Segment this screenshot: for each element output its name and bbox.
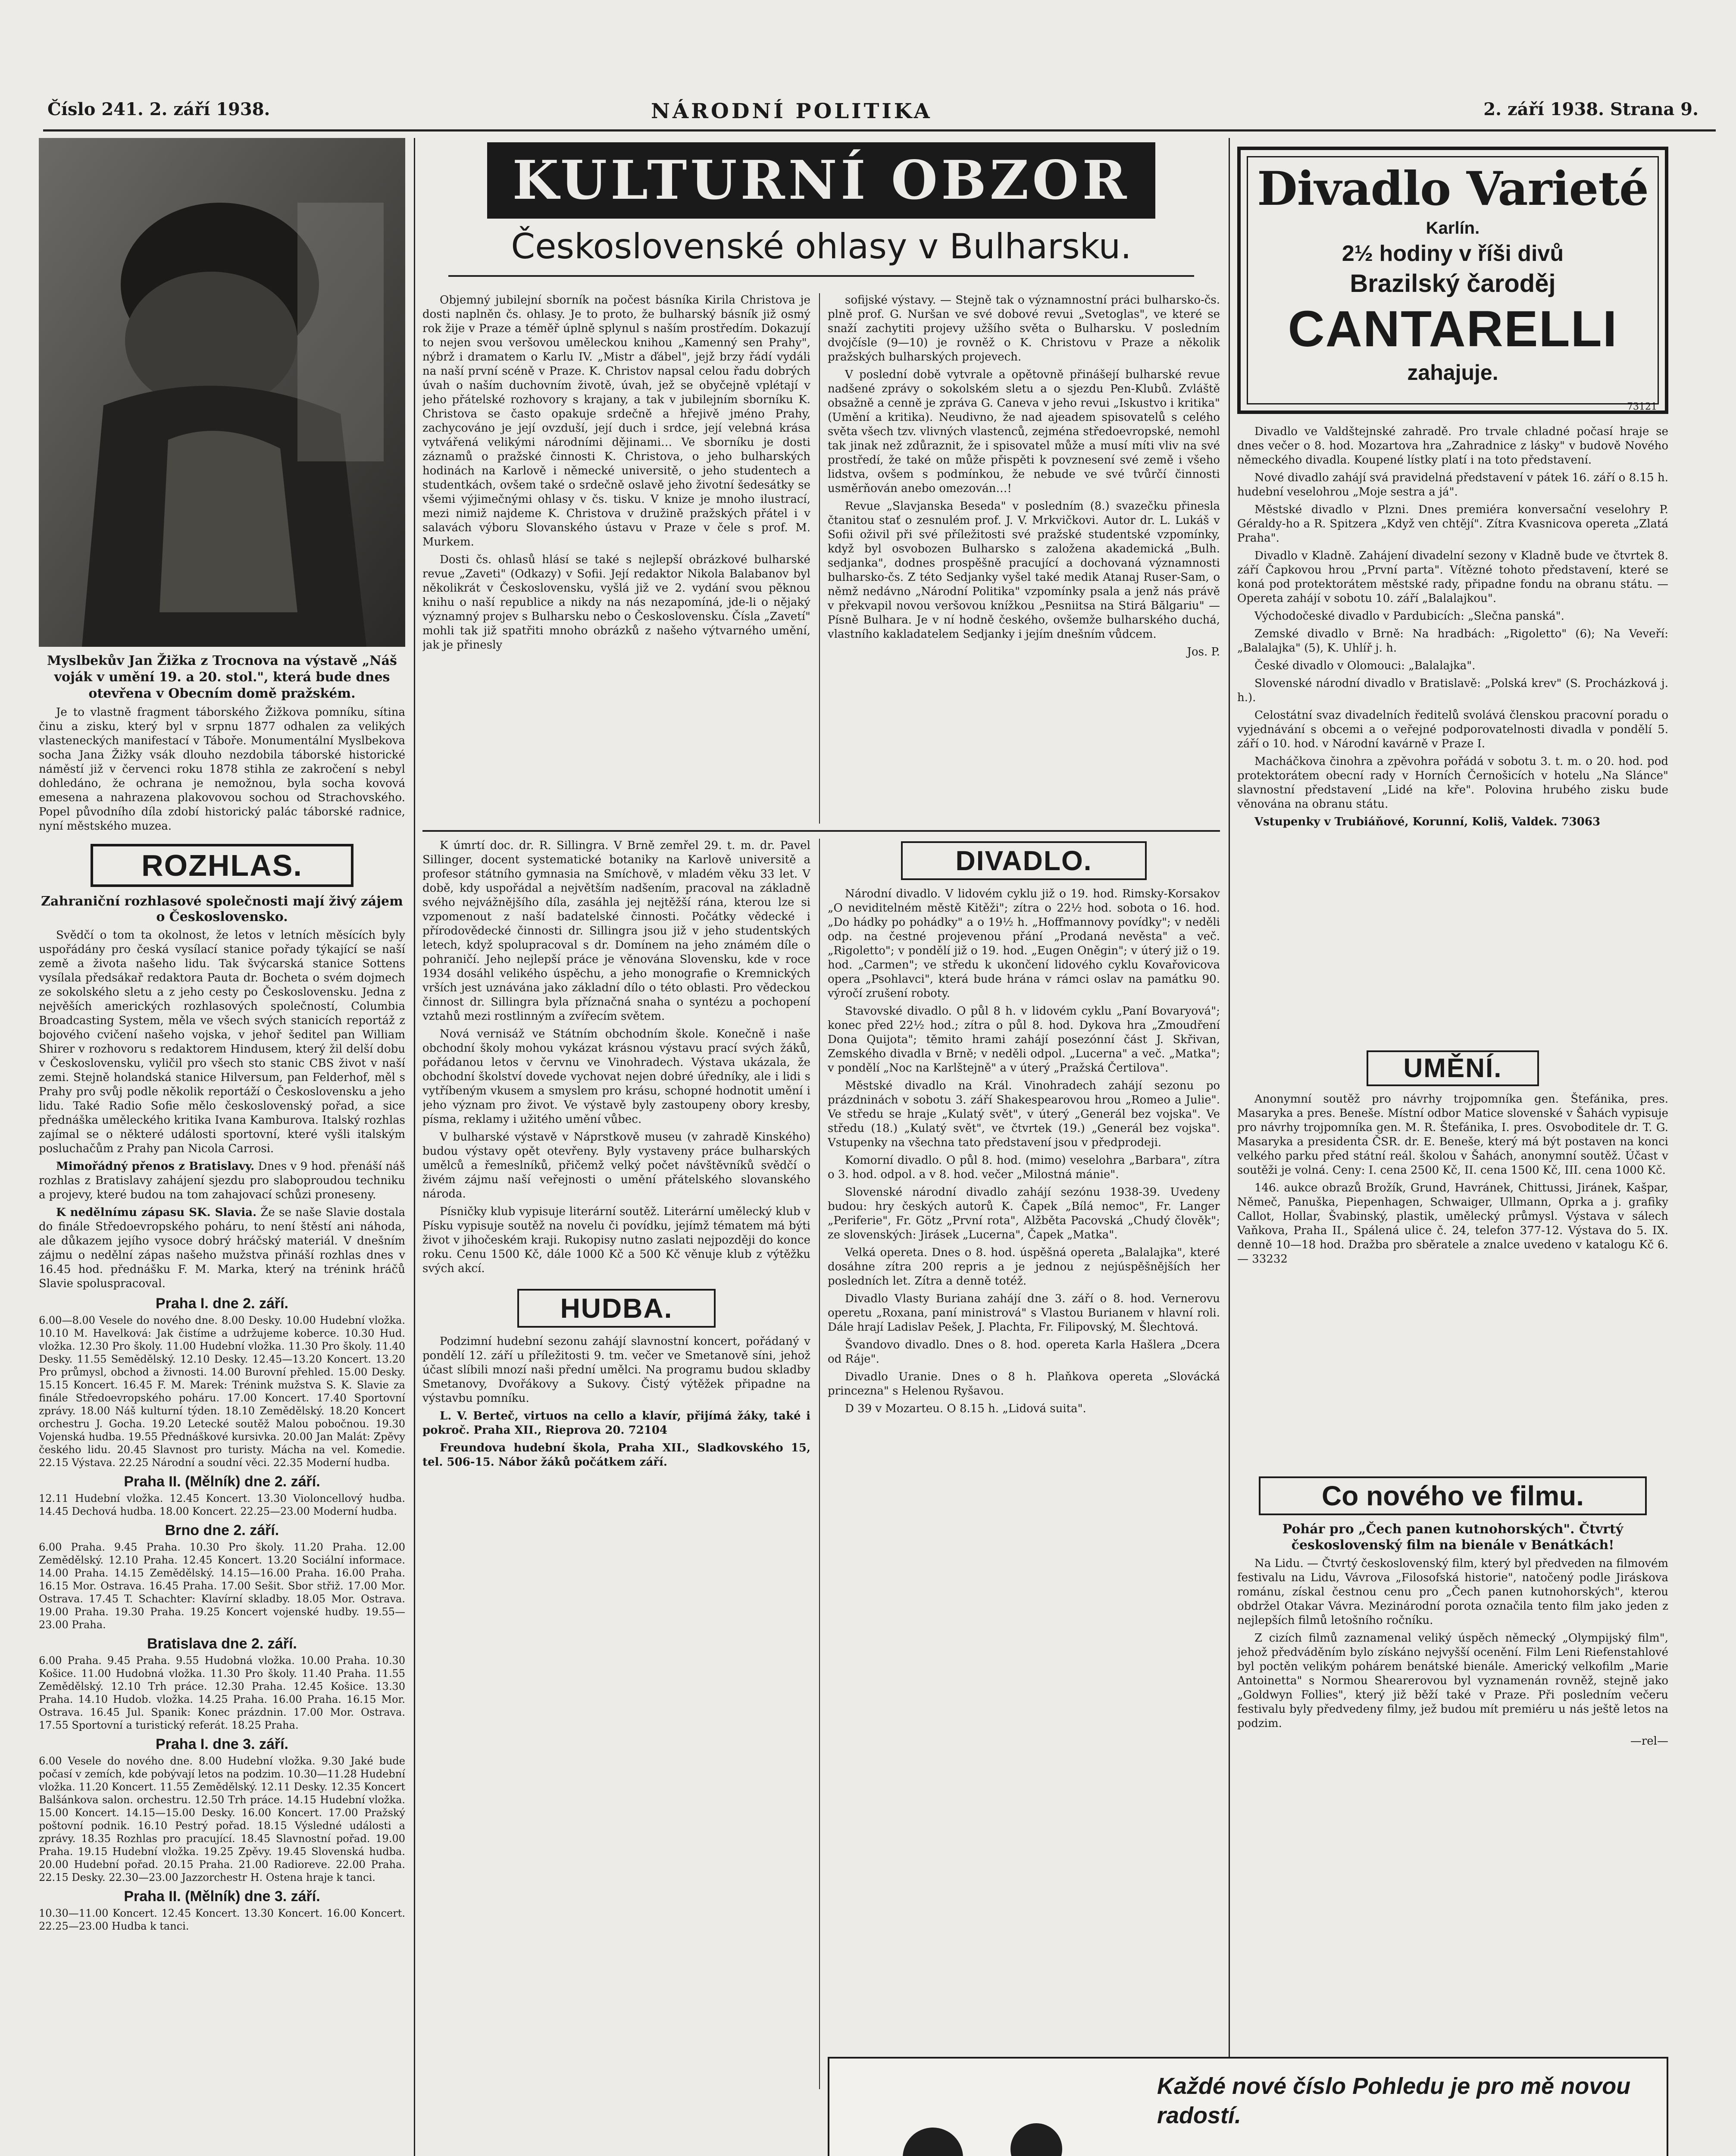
rozhlas-paragraph-1: Svědčí o tom ta okolnost, že letos v letních měsících byly uspořádány pro česká vysílací stanice pořady týkající se naší země a života našeho lidu. Tak švýcarská stanice Sottens vysílala předsákař redaktora Pauta dr. Bocheta o svém dojmech ze sokolského sletu a z jeho cesty po Československu. Jedna z nejvěších amerických rozhlasových společností, Columbia Broadcasting System, měla ve všech svých stanicích reportáž z bojového cvičení našeho vojska, v jehoř šeditel pan William Shirer v rozhovoru s redaktorem Hindusem, který žil delší dobu v Československu, vyličil pro všech sto stanic CBS život v naší zemi. Stejně holandská stanice Hilversum, pan Felderhof, měl s Prahy pro svůj podle několik reportáží o Československu a jeho lidu. Také Radio Sofie mělo československý pořad, a sice přednáška uměleckého kritika Ivana Kamburova. Italský rozhlas zajímal se o některé události sportovní, které vyšli italským posluchačům z Prahy pan Nicola Carrosi. bbox=[39, 929, 405, 1155]
divadlo-item: Slovenské národní divadlo zahájí sezónu 1938-39. Uvedeny budou: hry českých autorů K. Čapek „Bílá nemoc", Fr. Langer „Periferie", Fr. Götz „První rota", Alžběta Pacovská „Chudý člověk"; ze slovenských: Jirásek „Lucerna", Čapek „Matka". bbox=[828, 1186, 1220, 1241]
kulturni-paragraph: Dosti čs. ohlasů hlásí se také s nejlepší obrázkové bulharské revue „Zaveti" (Odkazy) v Sofii. Její redaktor Nikola Balabanov byl několikrát v Československu, vyšlá již ve 2. vydání svou pěknou knihu o naší republice a nikdy na nás nezapomíná, jde-li o nějaký významný projev s Bulharsku nebo o Československu. Čísla „Zavetí" mohli tak již spatřiti mnoho obrázků z našeho výtvarného umění, jak je přinesly bbox=[422, 553, 810, 652]
film-section bbox=[1237, 1475, 1668, 2078]
radio-day-heading: Praha II. (Mělník) dne 2. září. bbox=[124, 1473, 320, 1490]
radio-day-schedule: 10.30—11.00 Koncert. 12.45 Koncert. 13.30 Koncert. 16.00 Koncert. 22.25—23.00 Hudba k tanci. bbox=[39, 1907, 405, 1932]
umeni-section bbox=[1237, 1048, 1668, 1470]
film-title-box bbox=[1259, 1476, 1647, 1515]
variete-inner-frame bbox=[1247, 156, 1659, 404]
kulturni-obzor-subtitle: Československé ohlasy v Bulharsku. bbox=[511, 226, 1132, 266]
variete-performer: CANTARELLI bbox=[1288, 301, 1618, 357]
radio-day-heading: Bratislava dne 2. září. bbox=[147, 1636, 297, 1652]
divadlo-item: Komorní divadlo. O půl 8. hod. (mimo) veselohra „Barbara", zítra o 3. hod. odpol. a v 8. hod. večer „Milostná mánie". bbox=[828, 1154, 1220, 1181]
photo-caption-title: Myslbekův Jan Žižka z Trocnova na výstavě „Náš voják v umění 19. a 20. stol.", která bude dnes otevřena v Obecním domě pražském. bbox=[47, 653, 397, 701]
divadlo-column bbox=[828, 839, 1220, 2089]
umeni-title-box bbox=[1367, 1050, 1539, 1086]
variete-ad-code: 73121 bbox=[1627, 401, 1657, 412]
pohled-headline: Každé nové číslo Pohledu je pro mě novou radostí. bbox=[1157, 2073, 1631, 2128]
page-header bbox=[47, 99, 1707, 129]
theatre-news-item: Celostátní svaz divadelních ředitelů svolává členskou pracovní poradu o vyjednávání s obcemi a o veřejné podporovatelnosti divadla v pondělí 5. září o 10. hod. v Národní kavárně v Praze I. bbox=[1237, 709, 1668, 750]
kulturni-obzor-masthead bbox=[422, 142, 1220, 285]
column-divider bbox=[414, 138, 415, 2156]
rozhlas-title: ROZHLAS. bbox=[141, 849, 303, 882]
hudba-paragraph: Podzimní hudební sezonu zahájí slavnostní koncert, pořádaný v pondělí 12. září u příležitosti 9. tm. večer ve Smetanově síni, jehož účast slíbili mnozí naši přední umělci. Na programu budou skladby Smetanovy, Dvořákovy a Sukovy. Čistý výtěžek připadne na výstavbu pomníku. bbox=[422, 1335, 810, 1405]
column-divider bbox=[1229, 138, 1230, 2122]
page-date-number: 2. září 1938. Strana 9. bbox=[1483, 99, 1698, 119]
hudba-title-box bbox=[517, 1289, 716, 1328]
rozhlas-headline-3: K nedělnímu zápasu SK. Slavia. bbox=[56, 1206, 257, 1219]
rozhlas-headline-2: Mimořádný přenos z Bratislavy. bbox=[56, 1160, 255, 1173]
column-divider bbox=[819, 839, 820, 2089]
radio-program bbox=[39, 1295, 405, 1933]
umeni-title: UMĚNÍ. bbox=[1403, 1053, 1502, 1083]
kulturni-paragraph: V poslední době vytvrale a opětovně přinášejí bulharské revue nadšené zprávy o sokolském sletu a o sjezdu Pen-Klubů. Zvláště obsažně a cenně je zpráva G. Caneva v jeho revui „Iskustvo i kritika" (Umění a kritika). Neudivno, že nad ajeadem spisovatelů s celého světa všech tzv. vlivných vlastenců, zejména středoevropské, nemohl tak jinak než zdůraznit, že i spisovatel může a musí míti vliv na své prostředí, že také on může přispěti k povznesení své země i všeho lidstva, ovšem s podmínkou, že nebude ve své tvůrčí činnosti usměrňován anebo omezován…! bbox=[828, 368, 1220, 495]
variete-advert bbox=[1237, 147, 1668, 414]
divadlo-item: Národní divadlo. V lidovém cyklu již o 19. hod. Rimsky-Korsakov „O neviditelném městě Kitěži"; zítra o 22½ hod. sobota o 16. hod. „Do hádky po pohádky" a o 19½ h. „Hoffmannovy povídky"; v neděli odp. na čestné projevenou přání „Prodaná nevěsta" a več. „Rigoletto"; v pondělí již o 19. hod. „Eugen Oněgin"; v úterý již o 19. hod. „Carmen"; ve středu k ukončení lidového cyklu Kovařovicova opera „Psohlavci", která bude hrána v rámci oslav na památku 90. výročí zrušení roboty. bbox=[828, 887, 1220, 1000]
theatre-news-item: Nové divadlo zahájí svá pravidelná představení v pátek 16. září o 8.15 h. hudební veselohrou „Moje sestra a já". bbox=[1237, 471, 1668, 498]
newspaper-name: NÁRODNÍ POLITIKA bbox=[651, 99, 932, 123]
kulturni-obzor-title: KULTURNÍ OBZOR bbox=[512, 149, 1130, 212]
radio-day-schedule: 6.00 Praha. 9.45 Praha. 10.30 Pro školy. 11.20 Praha. 12.00 Zemědělský. 12.10 Praha. 12.45 Koncert. 13.20 Sociální informace. 14.00 Praha. 14.15 Zemědělský. 14.15—16.00 Praha. 16.00 Praha. 16.15 Mor. Ostrava. 16.45 Praha. 17.00 Sešit. Sbor střiž. 17.00 Mor. Ostrava. 17.45 T. Schachter: Klavírní skladby. 18.05 Mor. Ostrava. 19.00 Praha. 19.30 Praha. 19.25 Koncert vojenské hudby. 19.55—23.00 Praha. bbox=[39, 1541, 405, 1631]
pohled-advert bbox=[828, 2057, 1668, 2156]
umeni-item: Anonymní soutěž pro návrhy trojpomníka gen. Štefánika, pres. Masaryka a pres. Beneše. Místní odbor Matice slovenské v Šahách vypisuje pro návrhy trojpomníka gen. M. R. Štefánika, I. pres. Osvoboditele dr. T. G. Masaryka a presidenta ČSR. dr. E. Beneše, který má být postaven na konci velkého parku před státní reál. školou v Šahách, anonymní soutěž. Účast v soutěži je volná. Ceny: I. cena 2500 Kč, II. cena 1500 Kč, III. cena 1000 Kč. bbox=[1237, 1093, 1668, 1177]
radio-day-schedule: 6.00 Vesele do nového dne. 8.00 Hudební vložka. 9.30 Jaké bude počasí v zemích, kde pobývají letos na podzim. 10.30—11.28 Hudební vložka. 11.20 Koncert. 11.55 Zemědělský. 12.11 Desky. 12.35 Koncert Balšánkova salon. orchestru. 12.50 Trh práce. 14.15 Hudební vložka. 15.00 Koncert. 14.15—15.00 Desky. 16.00 Koncert. 17.00 Pražský poštovní podnik. 16.10 Pestrý pořad. 18.15 Výsledné události a zprávy. 18.35 Rozhlas pro pracující. 18.45 Slavnostní pořad. 19.00 Praha. 19.15 Hudební vložka. 19.25 Zpěvy. 19.45 Slovenská hudba. 20.00 Hudební pořad. 20.15 Praha. 21.00 Radioreve. 22.00 Praha. 22.15 Desky. 22.30—23.00 Jazzorchestr H. Ostena hraje k tanci. bbox=[39, 1755, 405, 1883]
theatre-news-item: Divadlo v Kladně. Zahájení divadelní sezony v Kladně bude ve čtvrtek 8. září Čapkovou hrou „První parta". Vítězné tohoto představení, které se koná pod protektorátem městské rady, připadne fondu na obranu státu. — Opereta zahájí v sobotu 10. září „Balalajkou". bbox=[1237, 549, 1668, 605]
variete-line-2: Brazilský čaroděj bbox=[1350, 270, 1556, 298]
radio-day-heading: Praha II. (Mělník) dne 3. září. bbox=[124, 1888, 320, 1905]
variete-place: Karlín. bbox=[1426, 219, 1480, 238]
theatre-news-item: Východočeské divadlo v Pardubicích: „Slečna panská". bbox=[1254, 610, 1564, 623]
culture-news-item: V bulharské výstavě v Náprstkově museu (v zahradě Kinského) budou výstavy opět otevřeny. Byly vystaveny práce bulharských umělců a řemeslníků, přičemž velký počet návštěvníků svědčí o živém zájmu naší veřejnosti o umění přátelského slovanského národa. bbox=[422, 1131, 810, 1200]
statue-photo bbox=[39, 138, 405, 647]
rozhlas-paragraph-2: Mimořádný přenos z Bratislavy. Dnes v 9 hod. přenáší náš rozhlas z Bratislavy zahájení sjezdu pro slaboproudou techniku a projevy, které budou na tom zahajovací schůzi proneseny. bbox=[39, 1160, 405, 1201]
theatre-news-item: Městské divadlo v Plzni. Dnes premiéra konversační veselohry P. Géraldy-ho a R. Spitzera „Když ven chtějí". Zítra Kvasnicova opereta „Zlatá Praha". bbox=[1237, 503, 1668, 545]
subtitle-rule bbox=[448, 275, 1194, 277]
variete-line-3: zahajuje. bbox=[1407, 360, 1498, 385]
film-headline: Pohár pro „Čech panen kutnohorských". Čtvrtý československý film na bienále v Benátkách! bbox=[1282, 1522, 1623, 1553]
divadlo-item: Divadlo Uranie. Dnes o 8 h. Plaňkova opereta „Slovácká princezna" s Helenou Ryšavou. bbox=[828, 1370, 1220, 1398]
header-rule bbox=[43, 129, 1716, 132]
hudba-advert: Freundova hudební škola, Praha XII., Sladkovského 15, tel. 506-15. Nábor žáků počátkem září. bbox=[422, 1442, 810, 1469]
theatre-news-item: Vstupenky v Trubiáňové, Korunní, Koliš, Valdek. 73063 bbox=[1254, 815, 1601, 828]
kulturni-column-a bbox=[422, 293, 810, 824]
theatre-news-item: Zemské divadlo v Brně: Na hradbách: „Rigoletto" (6); Na Veveří: „Balalajka" (5), K. Uhlíř j. h. bbox=[1237, 627, 1668, 655]
variete-title: Divadlo Varieté bbox=[1257, 162, 1648, 216]
theatre-news-item: Macháčkova činohra a zpěvohra pořádá v sobotu 3. t. m. o 20. hod. pod protektorátem obecní rady v Horních Černošicích v hotelu „Na Slánce" slavnostní představení „Lidé na kře". Polovina hrubého zisku bude věnována na obranu státu. bbox=[1237, 755, 1668, 811]
theatre-news-item: Divadlo ve Valdštejnské zahradě. Pro trvale chladné počasí hraje se dnes večer o 8. hod. Mozartova hra „Zahradnice z lásky" v budově Nového německého divadla. Koupené lístky platí i na toto představení. bbox=[1237, 425, 1668, 467]
divadlo-item: Švandovo divadlo. Dnes o 8. hod. opereta Karla Hašlera „Dcera od Ráje". bbox=[828, 1338, 1220, 1366]
divadlo-title: DIVADLO. bbox=[955, 845, 1092, 876]
culture-news-item: Písničky klub vypisuje literární soutěž. Literární umělecký klub v Písku vypisuje soutěž na novelu či povídku, jejímž tématem má býti život v jihočeském kraji. Rukopisy nutno zaslati nejpozději do konce roku. Cenu 1500 Kč, dále 1000 Kč a 500 Kč věnuje klub z výtěžku svých akcí. bbox=[422, 1205, 810, 1275]
left-column bbox=[39, 138, 405, 2156]
issue-number: Číslo 241. 2. září 1938. bbox=[47, 99, 270, 119]
radio-day-schedule: 6.00—8.00 Vesele do nového dne. 8.00 Desky. 10.00 Hudební vložka. 10.10 M. Havelková: Jak čistíme a udržujeme koberce. 10.30 Hud. vložka. 12.30 Pro školy. 11.00 Hudební vložka. 11.30 Pro školy. 11.40 Desky. 11.55 Semědělský. 12.10 Desky. 12.45—13.20 Koncert. 13.20 Pro průmysl, obchod a živnosti. 14.00 Burovní přehled. 15.00 Desky. 15.15 Koncert. 16.45 F. M. Marek: Trénink mužstva S. K. Slavie za finále Středoevropského poháru. 17.00 Koncert. 17.40 Sportovní zprávy. 18.00 Náš kulturní týden. 18.10 Zemědělský. 18.20 Koncert orchestru J. Gocha. 19.20 Letecké soutěž Malou pobočnou. 19.30 Vojenská hudba. 19.55 Přednáškové kursivka. 20.00 Jan Malát: Zpěvy českého lidu. 20.45 Slavnost pro turisty. Mácha na vel. Komedie. 22.15 Výstava. 22.25 Národní a soudní věci. 22.35 Moderní hudba. bbox=[39, 1314, 405, 1469]
film-title: Co nového ve filmu. bbox=[1321, 1480, 1584, 1511]
rozhlas-title-box bbox=[91, 844, 353, 887]
kulturni-column-b bbox=[828, 293, 1220, 824]
culture-news-item: Nová vernisáž ve Státním obchodním škole. Konečně i naše obchodní školy mohou vykázat krásnou výstavu prací svých žáků, pořádanou letos v červnu ve Vinohradech. Výstava ukázala, že obchodní školství dovede vychovat nejen dobré úředníky, ale i lidi s vytříbeným vkusem a smyslem pro krásu, schopné hodnotit umění i jeho význam pro život. Ve výstavě byly zastoupeny obory kresby, písma, reklamy i užitého umění vůbec. bbox=[422, 1028, 810, 1126]
kulturni-obzor-box bbox=[487, 142, 1155, 219]
kulturni-paragraph: sofijské výstavy. — Stejně tak o významnostní práci bulharsko-čs. plně prof. G. Nuršan ve své dobové revui „Svetoglas", ve které se snaží zachytiti projevy užšího světa o Bulharsku. V posledním dvojčísle (9—10) je rovněž o K. Christovu v Praze a několik pražských bulharských projevech. bbox=[828, 294, 1220, 364]
hudba-title: HUDBA. bbox=[560, 1293, 673, 1324]
couple-illustration bbox=[834, 2063, 1144, 2156]
radio-day-schedule: 12.11 Hudební vložka. 12.45 Koncert. 13.30 Violoncellový hudba. 14.45 Dechová hudba. 18.00 Koncert. 22.25—23.00 Moderní hudba. bbox=[39, 1492, 405, 1517]
divadlo-item: Velká opereta. Dnes o 8. hod. úspěšná opereta „Balalajka", které dosáhne zítra 200 repris a je jednou z nejúspěšnějších her posledních let. Zítra a denně totéž. bbox=[828, 1246, 1220, 1288]
radio-day-heading: Praha I. dne 3. září. bbox=[155, 1736, 288, 1752]
kulturni-paragraph: Revue „Slavjanska Beseda" v posledním (8.) svazečku přinesla čtanitou stať o zesnulém prof. J. V. Mrkvičkovi. Autor dr. L. Lukáš v Sofii oživil při své příležitosti své pražské studentské vzpomínky, když byl osvobozen Bulharsko s založena akademická „Bulh. sedjanka", dodnes prospěšně pracující a dochovaná významnosti bulharsko-čs. Z této Sedjanky vyšel také medik Atanaj Ruser-Sam, o němž nedávno „Národní Politika" vzpomínky psala a jenž nás právě v překvapil novou veršovou knížkou „Pesniitsa na Stirá Bălgariu" — Písně Bulhara. Je v ní hodně českého, ovšemže bulharského duchá, vlastního kakladatelem Sedjanky i jejím dnešním vůdcem. bbox=[828, 500, 1220, 641]
divadlo-item: Stavovské divadlo. O půl 8 h. v lidovém cyklu „Paní Bovaryová"; konec před 22½ hod.; zítra o půl 8. hod. Dykova hra „Zmoudření Dona Quijota"; těmito hrami zahájí posezónní část J. Skřivan, Zemského divadla v Brně; v neděli odpol. „Lucerna" a več. „Matka"; v pondělí „Noc na Karlštejně" a v úterý „Pražská Čertilova". bbox=[828, 1005, 1220, 1075]
divadlo-item: Městské divadlo na Král. Vinohradech zahájí sezonu po prázdninách v sobotu 3. září Shakespearovou hrou „Romeo a Julie". Ve středu se hraje „Kulatý svět", v úterý „Generál bez vojska". Ve středu (18.) „Kulatý svět", ve čtvrtek (19.) „Generál bez vojska". Vstupenky na všechna tato představení jsou v předprodeji. bbox=[828, 1079, 1220, 1149]
column-divider bbox=[819, 293, 820, 824]
theatre-news-column bbox=[1237, 425, 1668, 1041]
kulturni-signature: Jos. P. bbox=[1187, 646, 1220, 658]
film-paragraph: Na Lidu. — Čtvrtý československý film, který byl předveden na filmovém festivalu na Lidu, Vávrova „Filosofská historie", natočený podle Jiráskova románu, získal čestnou cenu pro „Čech panen kutnohorských", kterou obdržel Otakar Vávra. Mezinárodní porota označila tento film jako jeden z nejlepších filmů letošního ročníku. bbox=[1237, 1557, 1668, 1627]
divadlo-item: D 39 v Mozarteu. O 8.15 h. „Lidová suita". bbox=[845, 1402, 1086, 1415]
radio-day-schedule: 6.00 Praha. 9.45 Praha. 9.55 Hudobná vložka. 10.00 Praha. 10.30 Košice. 11.00 Hudobná vložka. 11.30 Pro školy. 11.40 Praha. 11.55 Zemědělský. 12.10 Trh práce. 12.30 Praha. 12.45 Košice. 13.30 Praha. 14.10 Hudob. vložka. 14.25 Praha. 16.00 Praha. 16.15 Mor. Ostrava. 16.45 Jul. Spanik: Konec prázdnin. 17.00 Mor. Ostrava. 17.55 Sportovní a turistický referát. 18.25 Praha. bbox=[39, 1655, 405, 1731]
divadlo-title-box bbox=[901, 841, 1147, 880]
radio-day-heading: Praha I. dne 2. září. bbox=[155, 1295, 288, 1312]
rozhlas-headline-1: Zahraniční rozhlasové společnosti mají živý zájem o Československo. bbox=[41, 894, 403, 924]
kulturni-paragraph: Objemný jubilejní sborník na počest básníka Kirila Christova je dosti naplněn čs. ohlasy. Je to proto, že bulharský básník již osmý rok žije v Praze a téměř úplně splynul s naším prostředím. Dokazují to nejen svou veršovou uměleckou knihou „Kamenný sen Prahy", nýbrž i dramatem o Karlu IV. „Mistr a ďábel", jejž brzy řádí vydáli na naší první scéně v Praze. K. Christov napsal celou řadu dobrých úvah o naším duchovním životě, úvah, jež se obyčejně vplétají v jeho přátelské rozhovory s krajany, a tak v jubilejním sborníku K. Christova se často opakuje srdečně a hřejivě jméno Prahy, zachycováno je její ovzduší, její duch i srdce, její velebná krása vytvářená velikými národními dějinami… Ve sborníku je dosti záznamů o pražské činnosti K. Christova, o jeho bulharských hodinách na Karlově i německé universitě, o jeho studentech a studentkách, ovšem také o srdečně oslavě jeho životní šedesátky se všemi výjimečnými ohlasy v čs. tisku. V knize je mnoho ilustrací, mezi nimiž najdeme K. Christova v družině pražských přátel i v salavách výboru Slovanského ústavu v Praze v čele s prof. M. Murkem. bbox=[422, 294, 810, 548]
variete-line-1: 2½ hodiny v říši divů bbox=[1342, 241, 1564, 266]
theatre-news-item: Slovenské národní divadlo v Bratislavě: „Polská krev" (S. Procházková j. h.). bbox=[1237, 677, 1668, 704]
radio-day-heading: Brno dne 2. září. bbox=[165, 1522, 279, 1539]
hudba-advert: L. V. Berteč, virtuos na cello a klavír, přijímá žáky, také i pokroč. Praha XII., Rieprova 20. 72104 bbox=[422, 1410, 810, 1437]
divadlo-item: Divadlo Vlasty Buriana zahájí dne 3. září o 8. hod. Vernerovu operetu „Roxana, paní ministrová" s Vlastou Burianem v hlavní roli. Dále hrají Ladislav Pešek, J. Plachta, Fr. Filipovský, M. Šlechtová. bbox=[828, 1292, 1220, 1334]
photo-caption-body: Je to vlastně fragment táborského Žižkova pomníku, sítina činu a zisku, který byl v srpnu 1877 odhalen za velikých vlasteneckých manifestací v Táboře. Monumentální Myslbekova socha Jana Žižky vsák dlouho nezdobila táborské historické náměstí již v červenci roku 1878 stihla ze zakročení s nebyl dohledáno, že ochrana je nemožnou, byla socha kovová emesena a nahrazena plakovovou sochou od Strachovského. Popel původního díla zdobí historický palác táborské radnice, nyní městského muzea. bbox=[39, 706, 405, 833]
culture-news-column bbox=[422, 839, 810, 2156]
film-paragraph: Z cizích filmů zaznamenal veliký úspěch německý „Olympijský film", jehož předváděním bylo získáno nejvyšší ocenění. Film Leni Riefenstahlové byl poctěn velikým pohárem benátské bienále. Americký velkofilm „Marie Antoinetta" s Normou Shearerovou byl vyznamenán rovněž, stejně jako „Goldwyn Follies", který již běží také v Praze. Při posledním večeru festivalu byly předvedeny filmy, jež budou mít premiéru u nás ještě letos na podzim. bbox=[1237, 1632, 1668, 1730]
section-rule bbox=[422, 830, 1220, 832]
culture-news-item: K úmrtí doc. dr. R. Sillingra. V Brně zemřel 29. t. m. dr. Pavel Sillinger, docent systematické botaniky na Karlově universitě a profesor státního gymnasia na Smíchově, v mladém věku 33 let. V době, kdy uspořádal a největším nadšením, pracoval na základně svého nejvážnějšího díla, zasáhla jej nejtěžší rána, kterou lze si vzpomenout z naší badatelské činnosti. Počátky vědecké i přírodovědecké činnosti dr. Sillingra jsou již v jeho studentských letech, když spolupracoval s dr. Domínem na jeho známém díle o pohraničí. Jeho nejlepší práce je věnována Slovensku, kde v roce 1934 dosáhl velikého úspěchu, a jeho monografie o Kremnických vrších jest uznávána jako základní dílo o této oblasti. Pro vědeckou činnost dr. Sillingra byla příznačná snaha o syntézu a pochopení vztahů mezi rostlinným a zvířecím světem. bbox=[422, 839, 810, 1023]
film-signature: —rel— bbox=[1630, 1735, 1668, 1748]
umeni-item: 146. aukce obrazů Brožík, Grund, Havránek, Chittussi, Jiránek, Kašpar, Němeč, Panuška, Piepenhagen, Schwaiger, Ullmann, Oprka a j. grafiky Callot, Hollar, Švabinský, plastik, umělecký průmysl. Výstava v sálech Vaňkova, Praha II., Spálená ulice č. 24, telefon 377-12. Výstava do 5. IX. denně 10—18 hod. Dražba pro sběratele a znalce uvedeno v katalogu Kč 6.— 33232 bbox=[1237, 1181, 1668, 1266]
theatre-news-item: České divadlo v Olomouci: „Balalajka". bbox=[1254, 659, 1476, 672]
rozhlas-paragraph-3: K nedělnímu zápasu SK. Slavia. Že se naše Slavie dostala do finále Středoevropského poháru, to není štěstí ani náhoda, ale důkazem jejího vysoce dobrý hráčský materiál. V dnešním zájmu o nedělní zápas našeho mužstva přináší rozhlas dnes v 16.45 hod. přednášku F. M. Marka, který na trénink hráčů Slavie spoluspracoval. bbox=[39, 1206, 405, 1290]
